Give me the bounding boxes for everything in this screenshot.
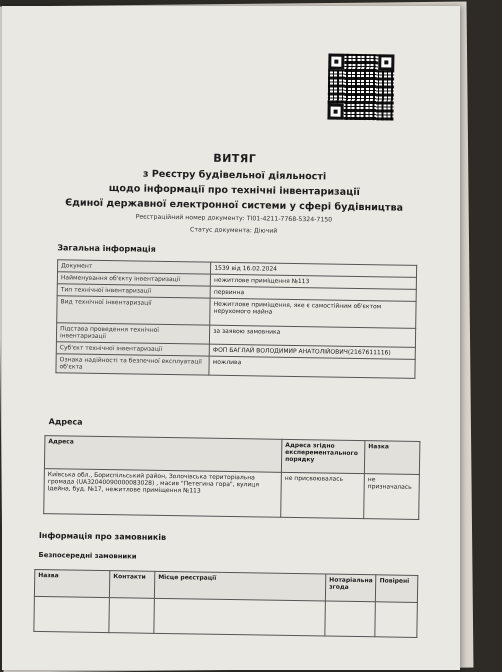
row-label: Підстава проведення технічної інвентаризації (56, 323, 209, 344)
contacts-header: Контакти (109, 571, 154, 599)
address-value: Київська обл., Бориспільський район, Золочівська територіальна громада (UA32040090000083028) , масив "Петегина гора", вулиця Ідейна, буд. №17, нежитлове приміщення №113 (44, 469, 282, 518)
row-value: ФОП БАГЛАЙ ВОЛОДИМИР АНАТОЛІЙОВИЧ(2167611116) (209, 344, 415, 359)
address-header: Адреса (44, 436, 281, 473)
row-value: можлива (209, 356, 415, 378)
qr-finder-pattern (328, 53, 344, 69)
subtitle-line-1: з Реєстру будівельної діяльності (142, 168, 327, 183)
document-content (2, 6, 460, 670)
empty-cell (109, 598, 155, 634)
notary-consent-header: Нотаріальна згода (325, 574, 376, 602)
document-title: ВИТЯГ (213, 151, 257, 166)
experimental-address-value: не присвоювалась (281, 472, 365, 518)
registration-place-header: Місце реєстрації (154, 571, 325, 601)
subtitle-line-3: Єдиної державної електронної системи у сфері будівництва (65, 197, 404, 214)
row-value: 1539 від 16.02.2024 (211, 262, 417, 277)
general-info-heading: Загальна інформація (57, 243, 156, 254)
name-header: Назка (364, 441, 420, 475)
empty-cell (34, 596, 110, 632)
registration-number: Реєстраційний номер документу: TI01-4211-7768-5324-7150 (135, 213, 333, 224)
row-label: Найменування об'єкту інвентаризації (57, 272, 210, 286)
row-label: Ознака надійності та безпечної експлуатації об'єкта (56, 354, 209, 375)
customers-table (33, 569, 418, 638)
row-value: Нежитлове приміщення, яке є самостійним об'єктом нерухомого майна (210, 298, 416, 328)
row-label: Тип технічної інвентаризації (57, 284, 210, 298)
address-heading: Адреса (48, 417, 83, 427)
document-status: Статус документа: Діючий (190, 226, 278, 235)
row-value: нежитлове приміщення №113 (210, 274, 416, 289)
document-title-block (34, 149, 435, 240)
qr-code (327, 53, 394, 120)
empty-cell (325, 601, 376, 637)
name-value: не призначалась (364, 474, 420, 520)
general-info-table (55, 259, 417, 379)
qr-finder-pattern (378, 54, 394, 70)
empty-cell (154, 598, 326, 636)
customer-name-header: Назва (34, 569, 109, 597)
qr-finder-pattern (327, 103, 343, 119)
attorneys-header: Повірені (376, 575, 418, 603)
direct-customers-subheading: Безпосередні замовники (38, 551, 137, 561)
empty-cell (375, 602, 417, 638)
row-label: Суб'єкт технічної інвентаризації (56, 342, 209, 356)
customers-heading: Інформація про замовників (38, 531, 167, 543)
table-row (34, 596, 418, 637)
subtitle-line-2: щодо інформації про технічні інвентаризації (108, 183, 360, 199)
row-label: Вид технічної інвентаризації (57, 296, 211, 325)
row-value: первинна (210, 286, 416, 301)
table-row (44, 469, 420, 520)
row-value: за заявою замовника (210, 325, 416, 347)
document-page (2, 6, 460, 670)
row-label: Документ (58, 260, 211, 274)
experimental-address-header: Адреса згідно експерементального порядку (281, 439, 365, 473)
address-table (43, 435, 420, 520)
